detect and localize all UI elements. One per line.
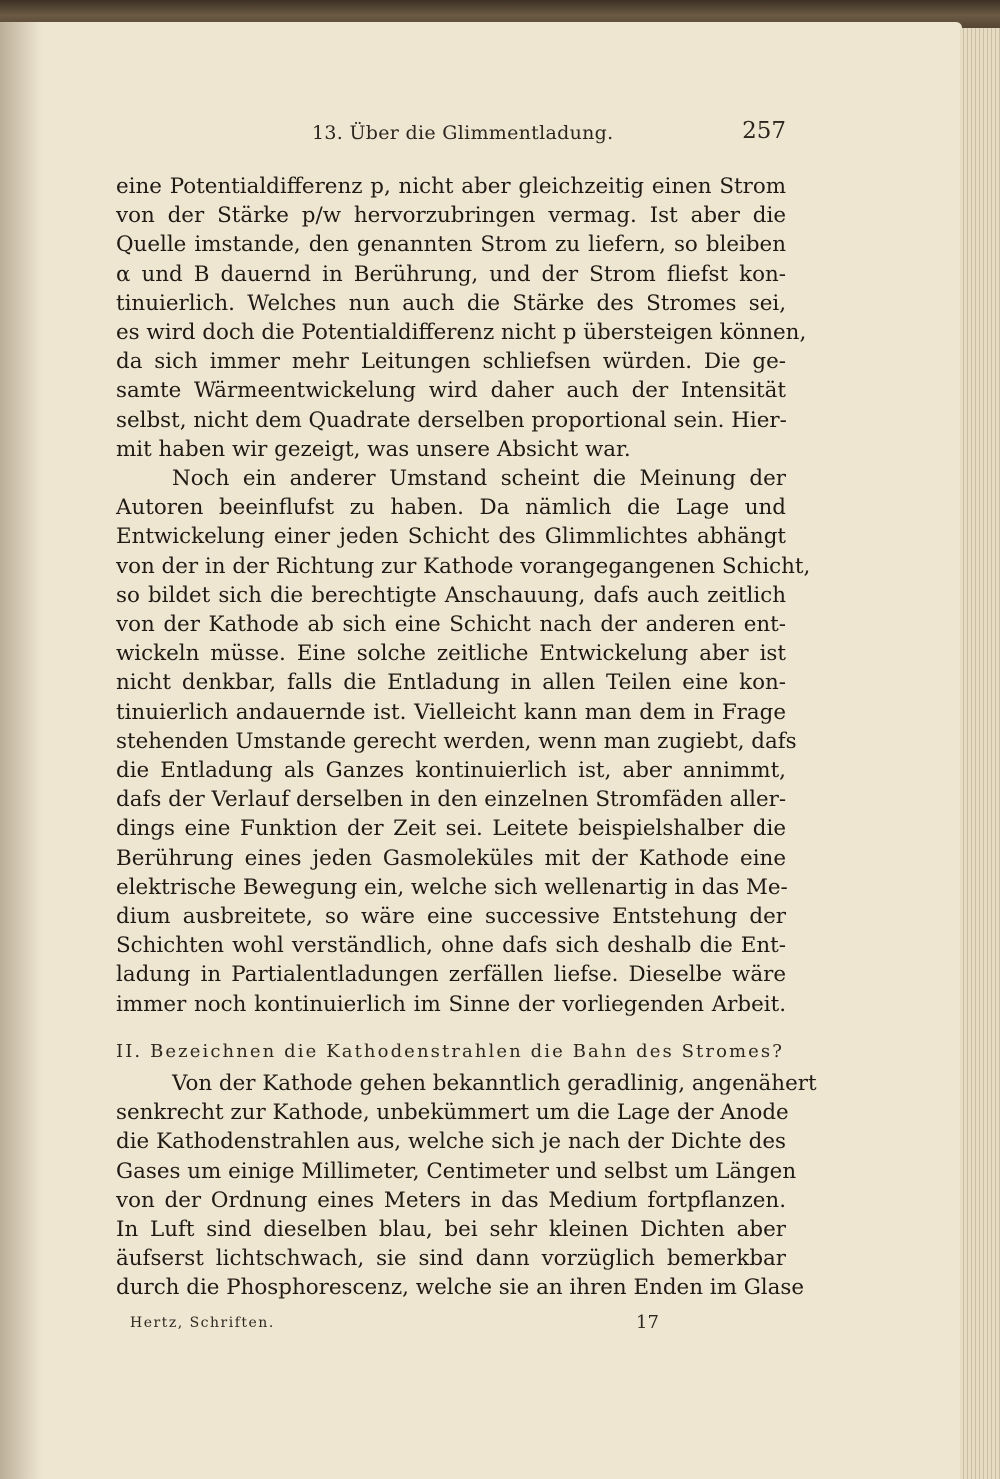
text-line: Autoren beeinflufst zu haben. Da nämlich die Lage und [116,495,786,521]
text-line: Von der Kathode gehen bekanntlich geradlinig, angenähert [172,1071,817,1096]
text-line: dafs der Verlauf derselben in den einzelnen Stromfäden aller- [116,787,787,813]
text-line: elektrische Bewegung ein, welche sich wellenartig in das Me- [116,874,788,900]
text-line: von der Kathode ab sich eine Schicht nach der anderen ent- [116,612,786,638]
running-title: 13. Über die Glimmentladung. [312,122,614,144]
text-line: In Luft sind dieselben blau, bei sehr kleinen Dichten aber [116,1217,786,1243]
text-line: tinuierlich andauernde ist. Vielleicht kann man dem in Frage [116,699,786,725]
text-line: von der in der Richtung zur Kathode vorangegangenen Schicht, [116,553,811,579]
text-block-upper [116,172,811,1019]
text-line: Schichten wohl verständlich, ohne dafs sich deshalb die Ent- [116,933,786,959]
text-line: dium ausbreitete, so wäre eine successive Entstehung der [116,904,786,930]
text-line: da sich immer mehr Leitungen schliefsen würden. Die ge- [116,349,786,375]
text-line: senkrecht zur Kathode, unbekümmert um die Lage der Anode [116,1100,789,1126]
text-line: so bildet sich die berechtigte Anschauung, dafs auch zeitlich [116,582,786,608]
text-line: durch die Phosphorescenz, welche sie an ihren Enden im Glase [116,1275,805,1301]
text-line: wickeln müsse. Eine solche zeitliche Entwickelung aber ist [116,641,786,667]
page-footer [130,1312,690,1339]
text-line: Berührung eines jeden Gasmoleküles mit der Kathode eine [116,845,786,871]
section-heading: II. Bezeichnen die Kathodenstrahlen die Bahn des Stromes? [116,1041,785,1062]
paragraph-3 [116,1069,817,1303]
text-line: selbst, nicht dem Quadrate derselben proportional sein. Hier- [116,407,787,433]
text-line: äufserst lichtschwach, sie sind dann vorzüglich bemerkbar [116,1246,786,1272]
text-line: nicht denkbar, falls die Entladung in allen Teilen eine kon- [116,670,786,696]
text-line: Gases um einige Millimeter, Centimeter und selbst um Längen [116,1158,797,1184]
text-line: stehenden Umstande gerecht werden, wenn man zugiebt, dafs [116,728,797,754]
text-line: Quelle imstande, den genannten Strom zu liefern, so bleiben [116,232,786,258]
paragraph-2 [116,464,811,1019]
signature-mark: 17 [636,1312,659,1333]
paragraph-1 [116,172,807,464]
text-line: mit haben wir gezeigt, was unsere Absicht war. [116,436,631,462]
text-line: es wird doch die Potentialdifferenz nicht p übersteigen können, [116,320,807,346]
text-line: dings eine Funktion der Zeit sei. Leitete beispielshalber die [116,816,786,842]
gutter-shadow [0,22,42,1479]
text-block-lower [116,1069,817,1303]
page-number: 257 [742,118,786,144]
text-line: von der Ordnung eines Meters in das Medium fortpflanzen. [116,1187,786,1213]
text-line: α und B dauernd in Berührung, und der Strom fliefst kon- [116,261,786,287]
running-head [116,118,786,148]
footer-source: Hertz, Schriften. [130,1315,275,1331]
text-line: von der Stärke p/w hervorzubringen vermag. Ist aber die [116,203,786,229]
text-line: tinuierlich. Welches nun auch die Stärke des Stromes sei, [116,290,786,316]
text-line: immer noch kontinuierlich im Sinne der vorliegenden Arbeit. [116,991,786,1017]
text-line: samte Wärmeentwickelung wird daher auch der Intensität [116,378,786,404]
text-line: ladung in Partialentladungen zerfällen liefse. Dieselbe wäre [116,962,786,988]
text-line: die Entladung als Ganzes kontinuierlich ist, aber annimmt, [116,758,786,784]
text-line: eine Potentialdifferenz p, nicht aber gleichzeitig einen Strom [116,174,786,199]
page-stack-edge [960,28,1000,1479]
text-line: die Kathodenstrahlen aus, welche sich je nach der Dichte des [116,1129,786,1155]
text-line: Entwickelung einer jeden Schicht des Glimmlichtes abhängt [116,524,786,550]
text-line: Noch ein anderer Umstand scheint die Meinung der [172,466,786,492]
